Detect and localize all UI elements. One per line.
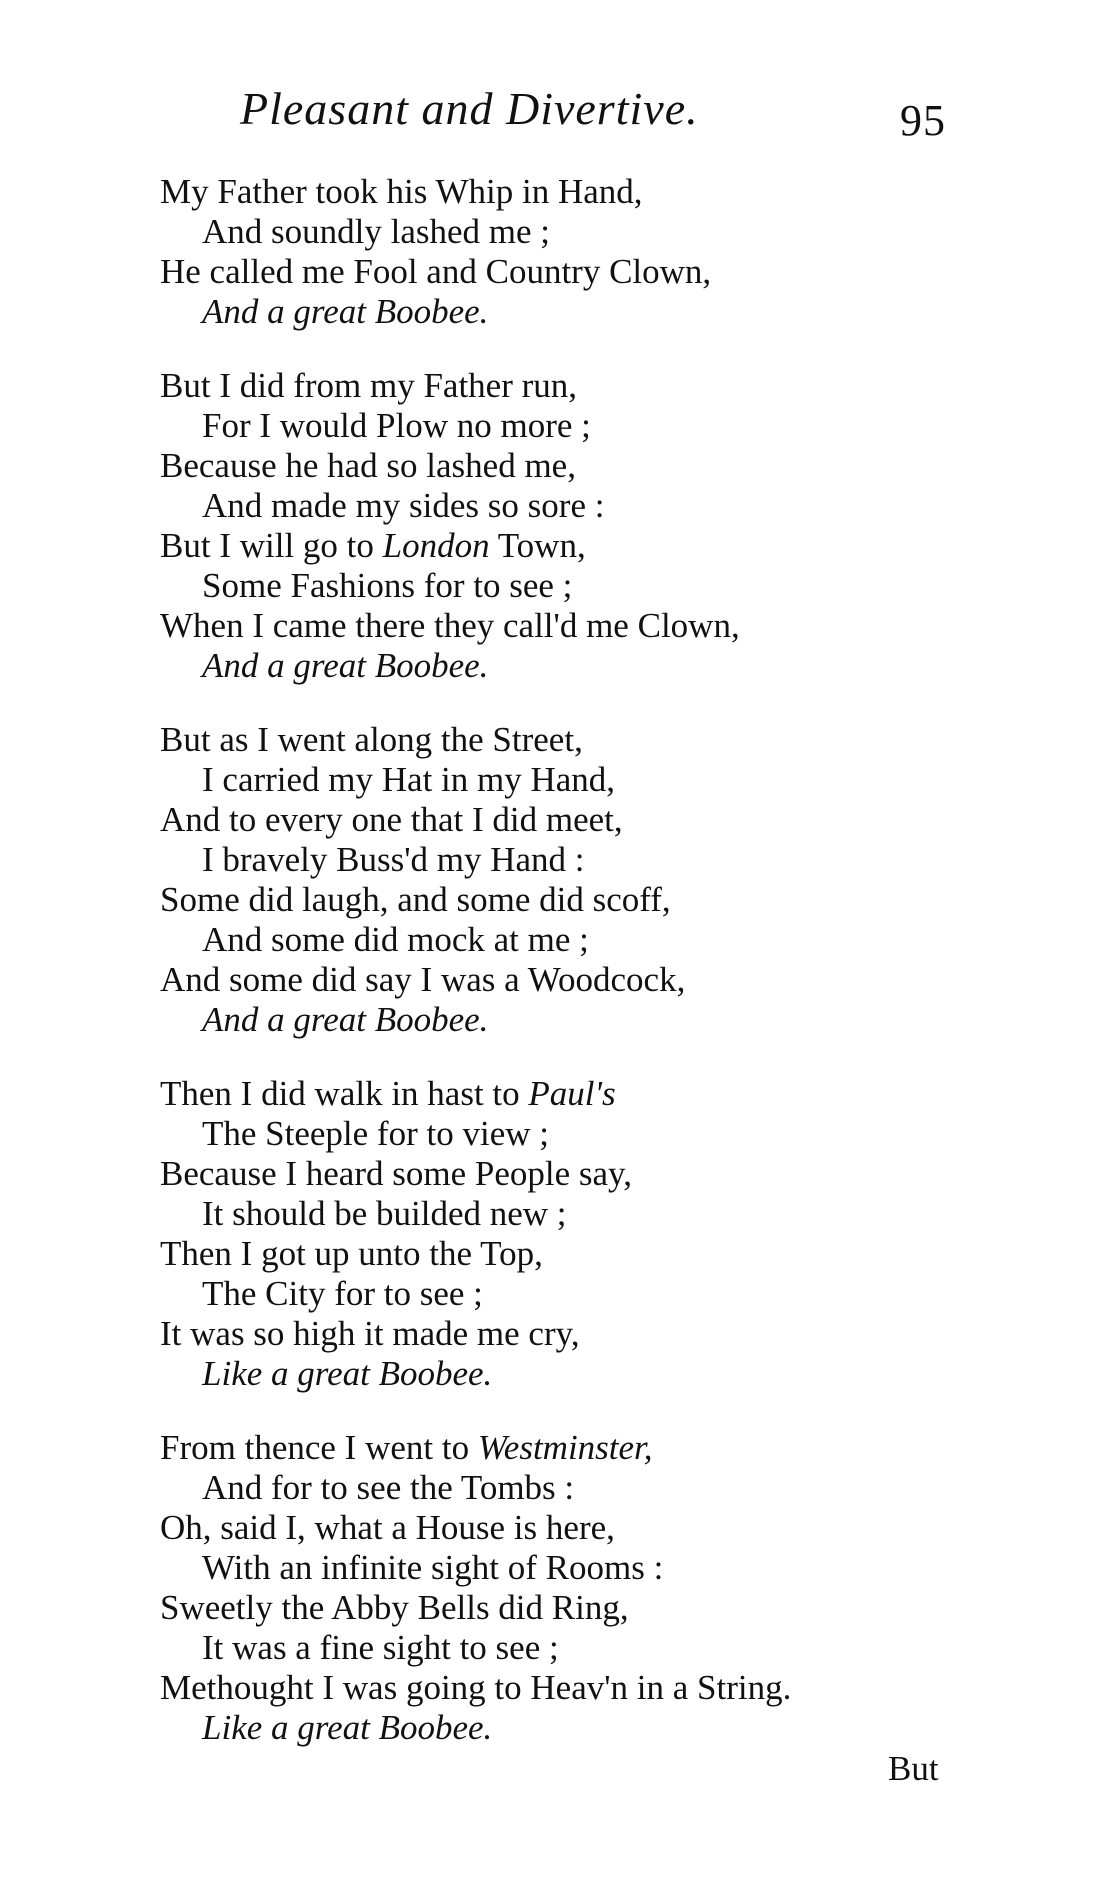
verse-line: And some did mock at me ;	[202, 920, 589, 959]
verse-line: And soundly lashed me ;	[202, 212, 551, 251]
verse-line: I carried my Hat in my Hand,	[202, 760, 616, 799]
running-title: Pleasant and Divertive.	[240, 83, 699, 134]
verse-line: But I did from my Father run,	[160, 366, 578, 405]
page-number: 95	[900, 96, 946, 145]
verse-line: Sweetly the Abby Bells did Ring,	[160, 1588, 629, 1627]
verse-line: When I came there they call'd me Clown,	[160, 606, 740, 645]
stanza-5	[160, 1428, 1060, 1748]
verse-line: The Steeple for to view ;	[202, 1114, 549, 1153]
refrain-line: And a great Boobee.	[202, 1000, 489, 1039]
catchword: But	[888, 1749, 939, 1788]
verse-line: He called me Fool and Country Clown,	[160, 252, 712, 291]
place-name: London	[382, 526, 490, 565]
verse-line: It was a fine sight to see ;	[202, 1628, 559, 1667]
verse-line: And to every one that I did meet,	[160, 800, 623, 839]
verse-line: With an infinite sight of Rooms :	[202, 1548, 664, 1587]
verse-line: But as I went along the Street,	[160, 720, 583, 759]
verse-line: It was so high it made me cry,	[160, 1314, 580, 1353]
verse-line	[160, 1428, 1060, 1468]
refrain-line: And a great Boobee.	[202, 646, 489, 685]
verse-line: Some did laugh, and some did scoff,	[160, 880, 671, 919]
verse-line: Some Fashions for to see ;	[202, 566, 573, 605]
verse-line: Because he had so lashed me,	[160, 446, 576, 485]
verse-line	[160, 526, 1060, 566]
verse-line: And made my sides so sore :	[202, 486, 605, 525]
place-name: Paul's	[528, 1074, 616, 1113]
stanza-2	[160, 366, 1060, 686]
verse-line: Methought I was going to Heav'n in a String.	[160, 1668, 792, 1707]
poem-text	[160, 172, 1060, 1782]
verse-line: Because I heard some People say,	[160, 1154, 633, 1193]
verse-line: I bravely Buss'd my Hand :	[202, 840, 585, 879]
verse-line: My Father took his Whip in Hand,	[160, 172, 643, 211]
place-name: Westminster,	[477, 1428, 653, 1467]
stanza-3	[160, 720, 1060, 1040]
verse-line	[160, 1074, 1060, 1114]
verse-line: And for to see the Tombs :	[202, 1468, 575, 1507]
verse-text: Then I did walk in hast to	[160, 1074, 529, 1113]
verse-line: It should be builded new ;	[202, 1194, 567, 1233]
verse-text: Town,	[489, 526, 586, 565]
stanza-1	[160, 172, 1060, 332]
verse-line: Then I got up unto the Top,	[160, 1234, 543, 1273]
verse-line: For I would Plow no more ;	[202, 406, 591, 445]
verse-line: The City for to see ;	[202, 1274, 483, 1313]
verse-text: From thence I went to	[160, 1428, 478, 1467]
refrain-line: Like a great Boobee.	[202, 1354, 493, 1393]
refrain-line: Like a great Boobee.	[202, 1708, 493, 1747]
verse-line: And some did say I was a Woodcock,	[160, 960, 686, 999]
refrain-line: And a great Boobee.	[202, 292, 489, 331]
stanza-4	[160, 1074, 1060, 1394]
verse-line: Oh, said I, what a House is here,	[160, 1508, 615, 1547]
verse-text: But I will go to	[160, 526, 383, 565]
